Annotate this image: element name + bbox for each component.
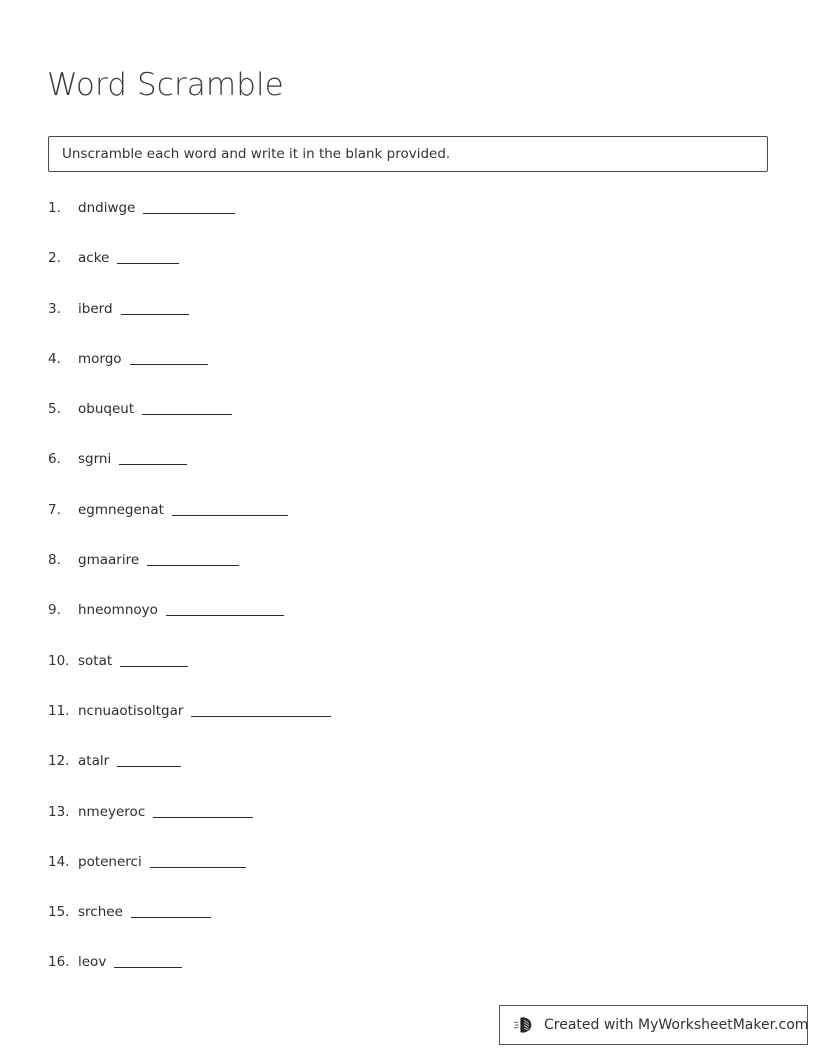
answer-blank[interactable] — [114, 956, 182, 968]
worksheet-maker-logo-icon — [514, 1014, 536, 1036]
scrambled-word: gmaarire — [78, 552, 140, 569]
instructions-box — [48, 136, 768, 172]
list-item — [0, 804, 816, 854]
list-item — [0, 703, 816, 753]
answer-blank[interactable] — [142, 403, 232, 415]
scrambled-word: sotat — [78, 652, 113, 669]
list-item — [0, 753, 816, 803]
answer-blank[interactable] — [143, 202, 235, 214]
footer-badge[interactable] — [499, 1005, 808, 1045]
list-item — [0, 351, 816, 401]
item-number: 1. — [48, 200, 61, 216]
scramble-row — [48, 250, 179, 266]
scramble-row — [48, 200, 235, 216]
scrambled-word: morgo — [78, 350, 122, 367]
item-number: 14. — [48, 853, 70, 870]
list-item — [0, 200, 816, 250]
answer-blank[interactable] — [119, 453, 187, 465]
scramble-row — [48, 351, 208, 367]
item-number: 7. — [48, 501, 61, 518]
scramble-row — [48, 703, 331, 719]
scramble-row — [48, 451, 187, 467]
scrambled-word: hneomnoyo — [78, 602, 158, 619]
scrambled-word: sgrni — [78, 451, 112, 468]
scrambled-word: leov — [78, 954, 107, 971]
footer-badge-text: Created with MyWorksheetMaker.com — [544, 1017, 809, 1033]
scrambled-word: atalr — [78, 753, 110, 770]
answer-blank[interactable] — [117, 252, 179, 264]
list-item — [0, 954, 816, 1004]
list-item — [0, 301, 816, 351]
scramble-row — [48, 904, 211, 920]
scrambled-word: iberd — [78, 300, 113, 317]
item-number: 16. — [48, 954, 70, 971]
item-number: 15. — [48, 904, 70, 921]
answer-blank[interactable] — [172, 504, 288, 516]
scrambled-word: obuqeut — [78, 401, 135, 418]
item-number: 10. — [48, 652, 70, 669]
item-number: 13. — [48, 803, 70, 820]
instructions-text: Unscramble each word and write it in the blank provided. — [62, 145, 451, 162]
scramble-row — [48, 954, 182, 970]
scramble-row — [48, 753, 181, 769]
list-item — [0, 451, 816, 501]
scrambled-word: egmnegenat — [78, 501, 164, 518]
answer-blank[interactable] — [153, 806, 253, 818]
list-item — [0, 401, 816, 451]
answer-blank[interactable] — [166, 604, 284, 616]
scramble-row — [48, 552, 239, 568]
scrambled-word: srchee — [78, 904, 123, 921]
scramble-row — [48, 804, 253, 820]
item-number: 2. — [48, 250, 61, 267]
scramble-row — [48, 301, 189, 317]
item-number: 3. — [48, 300, 61, 317]
item-number: 4. — [48, 350, 61, 367]
scramble-row — [48, 602, 284, 618]
answer-blank[interactable] — [191, 705, 331, 717]
answer-blank[interactable] — [147, 554, 239, 566]
scrambled-word: ncnuaotisoltgar — [78, 702, 184, 719]
scrambled-word: potenerci — [78, 853, 142, 870]
list-item — [0, 502, 816, 552]
item-number: 8. — [48, 552, 61, 569]
scramble-row — [48, 854, 246, 870]
list-item — [0, 904, 816, 954]
list-item — [0, 602, 816, 652]
answer-blank[interactable] — [120, 655, 188, 667]
scrambled-word: nmeyeroc — [78, 803, 146, 820]
scramble-list — [0, 200, 816, 1005]
item-number: 5. — [48, 401, 61, 418]
list-item — [0, 653, 816, 703]
answer-blank[interactable] — [121, 303, 189, 315]
scramble-row — [48, 502, 288, 518]
list-item — [0, 250, 816, 300]
item-number: 12. — [48, 753, 70, 770]
item-number: 9. — [48, 602, 61, 619]
list-item — [0, 552, 816, 602]
answer-blank[interactable] — [130, 353, 208, 365]
answer-blank[interactable] — [131, 906, 211, 918]
scramble-row — [48, 653, 188, 669]
page-title: Word Scramble — [47, 66, 284, 103]
scramble-row — [48, 401, 232, 417]
scrambled-word: acke — [78, 250, 110, 267]
list-item — [0, 854, 816, 904]
answer-blank[interactable] — [150, 856, 246, 868]
item-number: 11. — [48, 702, 70, 719]
scrambled-word: dndiwge — [78, 200, 136, 216]
answer-blank[interactable] — [117, 755, 181, 767]
item-number: 6. — [48, 451, 61, 468]
